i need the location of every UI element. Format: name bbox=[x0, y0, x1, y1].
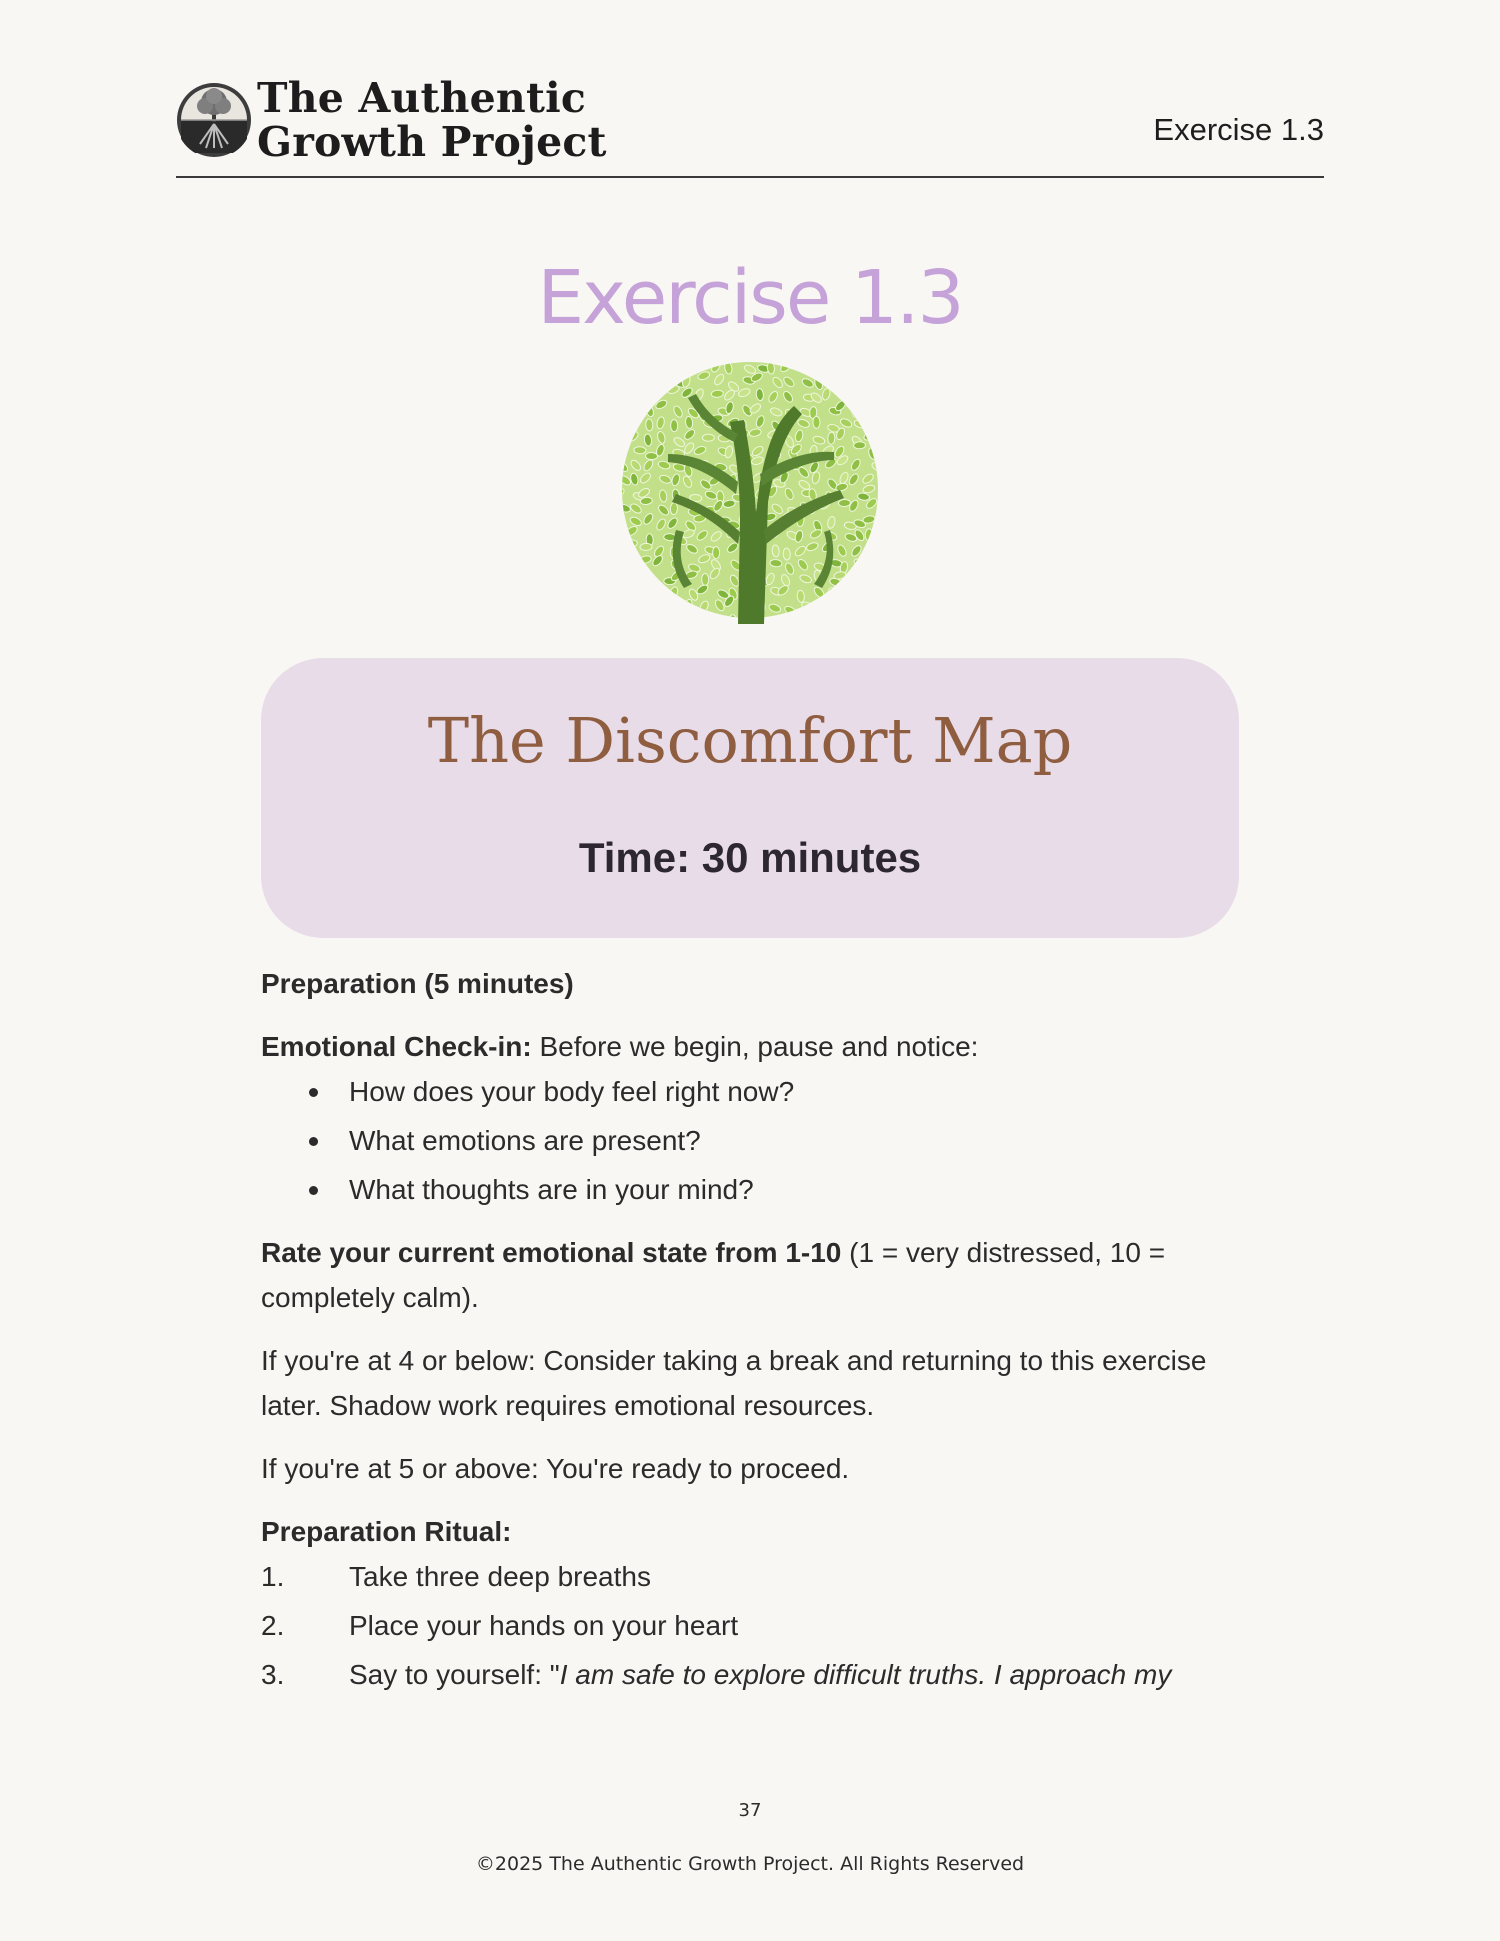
leaf-mark bbox=[618, 541, 621, 554]
leaf-mark bbox=[626, 401, 640, 411]
leaf-mark bbox=[645, 452, 657, 459]
step-number: 1. bbox=[261, 1561, 285, 1592]
leaf-mark bbox=[649, 615, 662, 623]
exercise-title: Exercise 1.3 bbox=[537, 255, 963, 341]
leaf-mark bbox=[618, 532, 630, 539]
leaf-mark bbox=[670, 420, 677, 432]
list-item bbox=[261, 1652, 1251, 1697]
exercise-body bbox=[261, 961, 1251, 1701]
leaf-mark bbox=[659, 614, 672, 623]
leaf-mark bbox=[866, 587, 876, 601]
leaf-mark bbox=[670, 502, 678, 514]
leaf-mark bbox=[865, 614, 876, 624]
leaf-mark bbox=[869, 602, 878, 615]
checkin-list bbox=[261, 1069, 1251, 1212]
leaf-mark bbox=[853, 442, 865, 449]
leaf-mark bbox=[618, 558, 629, 569]
page-header bbox=[176, 72, 1324, 178]
leaf-mark bbox=[618, 416, 626, 430]
brand-name-line2: Growth Project bbox=[257, 118, 607, 166]
step-text: Take three deep breaths bbox=[349, 1561, 651, 1592]
leaf-mark bbox=[696, 611, 709, 620]
leaf-mark bbox=[798, 362, 807, 373]
step-text: Say to yourself: " bbox=[349, 1659, 560, 1690]
leaf-mark bbox=[708, 613, 721, 622]
leaf-mark bbox=[629, 390, 637, 403]
leaf-mark bbox=[797, 618, 810, 624]
leaf-mark bbox=[629, 586, 642, 599]
leaf-mark bbox=[851, 362, 864, 373]
leaf-mark bbox=[839, 585, 848, 598]
list-item bbox=[261, 1603, 1251, 1648]
leaf-mark bbox=[625, 613, 639, 624]
high-score-guidance: If you're at 5 or above: You're ready to proceed. bbox=[261, 1453, 850, 1484]
leaf-mark bbox=[665, 596, 679, 607]
leaf-mark bbox=[837, 363, 846, 376]
checkin-paragraph bbox=[261, 1024, 1251, 1069]
leaf-mark bbox=[618, 568, 622, 578]
copyright-footer: ©2025 The Authentic Growth Project. All Rights Reserved bbox=[475, 1853, 1025, 1875]
leaf-mark bbox=[641, 587, 651, 600]
leaf-mark bbox=[810, 362, 822, 372]
leaf-mark bbox=[855, 599, 862, 611]
leaf-mark bbox=[850, 590, 857, 602]
leaf-mark bbox=[857, 575, 867, 588]
leaf-mark bbox=[618, 598, 623, 610]
brand-logo bbox=[176, 76, 607, 164]
leaf-mark bbox=[837, 378, 849, 392]
leaf-mark bbox=[870, 407, 882, 420]
brand-name-line1: The Authentic bbox=[257, 74, 587, 122]
leaf-mark bbox=[645, 392, 659, 403]
leaf-mark bbox=[631, 376, 643, 390]
leaf-mark bbox=[631, 365, 644, 375]
leaf-mark bbox=[640, 543, 652, 551]
leaf-mark bbox=[858, 394, 871, 404]
low-score-guidance: If you're at 4 or below: Consider taking a break and returning to this exercise later. Shadow work requires emotional resources. bbox=[261, 1345, 1207, 1421]
leaf-mark bbox=[618, 518, 626, 531]
leaf-mark bbox=[625, 559, 636, 573]
leaf-mark bbox=[783, 548, 791, 560]
brand-name bbox=[257, 76, 607, 164]
exercise-card bbox=[261, 658, 1239, 938]
leaf-mark bbox=[618, 444, 628, 457]
leaf-mark bbox=[679, 613, 693, 624]
leaf-mark bbox=[698, 362, 711, 368]
leaf-mark bbox=[810, 612, 824, 623]
exercise-duration: Time: 30 minutes bbox=[578, 834, 922, 881]
leaf-mark bbox=[868, 390, 878, 404]
leaf-mark bbox=[834, 601, 848, 614]
leaf-mark bbox=[644, 404, 655, 418]
list-item: What thoughts are in your mind? bbox=[261, 1167, 1251, 1212]
ritual-steps bbox=[261, 1554, 1251, 1697]
tree-roots-logo-icon bbox=[176, 82, 252, 158]
affirmation-text: I am safe to explore difficult truths. I approach my bbox=[559, 1659, 1172, 1690]
leaf-mark bbox=[644, 363, 657, 377]
leaf-mark bbox=[840, 619, 853, 624]
leaf-mark bbox=[660, 364, 667, 376]
leaf-mark bbox=[825, 600, 836, 614]
leaf-mark bbox=[628, 420, 636, 433]
exercise-name: The Discomfort Map bbox=[427, 704, 1073, 777]
leaf-mark bbox=[712, 547, 719, 559]
leaf-mark bbox=[864, 362, 878, 368]
leaf-mark bbox=[672, 363, 681, 376]
leaf-mark bbox=[702, 573, 709, 585]
leaf-mark bbox=[766, 616, 775, 624]
leaf-mark bbox=[828, 432, 836, 444]
leaf-mark bbox=[702, 434, 714, 441]
leaf-mark bbox=[659, 382, 671, 389]
leaf-mark bbox=[827, 365, 836, 378]
list-item bbox=[261, 1554, 1251, 1599]
rating-scale-text: (1 = very distressed, 10 = completely calm). bbox=[261, 1237, 1166, 1313]
list-item: How does your body feel right now? bbox=[261, 1069, 1251, 1114]
leaf-mark bbox=[684, 362, 697, 370]
leaf-mark bbox=[858, 619, 871, 624]
leaf-mark bbox=[618, 374, 621, 387]
leaf-mark bbox=[683, 598, 693, 612]
leaf-mark bbox=[872, 549, 882, 557]
leaf-mark bbox=[811, 603, 818, 615]
checkin-text: Before we begin, pause and notice: bbox=[531, 1031, 979, 1062]
ritual-heading: Preparation Ritual: bbox=[261, 1516, 512, 1547]
leaf-mark bbox=[677, 616, 690, 624]
leaf-mark bbox=[618, 404, 630, 413]
leaf-mark bbox=[634, 446, 646, 454]
leaf-mark bbox=[866, 556, 879, 565]
leaf-mark bbox=[853, 379, 866, 393]
leaf-mark bbox=[627, 567, 641, 580]
page-number: 37 bbox=[738, 1800, 762, 1821]
leaf-mark bbox=[819, 610, 833, 623]
leaf-mark bbox=[618, 436, 626, 450]
checkin-label: Emotional Check-in: bbox=[261, 1031, 532, 1062]
header-exercise-label: Exercise 1.3 bbox=[1153, 112, 1324, 147]
leaf-mark bbox=[618, 365, 630, 376]
leaf-mark bbox=[618, 392, 629, 400]
step-number: 3. bbox=[261, 1659, 285, 1690]
leaf-mark bbox=[813, 416, 820, 428]
leaf-mark bbox=[865, 529, 873, 541]
step-text: Place your hands on your heart bbox=[349, 1610, 739, 1641]
preparation-heading: Preparation (5 minutes) bbox=[261, 968, 574, 999]
green-tree-icon bbox=[618, 362, 882, 624]
leaf-mark bbox=[631, 601, 639, 613]
leaf-mark bbox=[838, 499, 850, 507]
leaf-mark bbox=[867, 380, 880, 390]
step-number: 2. bbox=[261, 1610, 285, 1641]
leaf-mark bbox=[865, 418, 874, 431]
rating-paragraph bbox=[261, 1230, 1251, 1320]
leaf-mark bbox=[618, 615, 628, 624]
rating-label: Rate your current emotional state from 1-10 bbox=[261, 1237, 842, 1268]
leaf-mark bbox=[862, 569, 876, 580]
leaf-mark bbox=[641, 373, 653, 387]
list-item: What emotions are present? bbox=[261, 1118, 1251, 1163]
leaf-mark bbox=[645, 419, 653, 431]
leaf-mark bbox=[642, 604, 656, 615]
leaf-mark bbox=[829, 379, 841, 386]
leaf-mark bbox=[652, 598, 664, 605]
leaf-mark bbox=[618, 584, 627, 598]
